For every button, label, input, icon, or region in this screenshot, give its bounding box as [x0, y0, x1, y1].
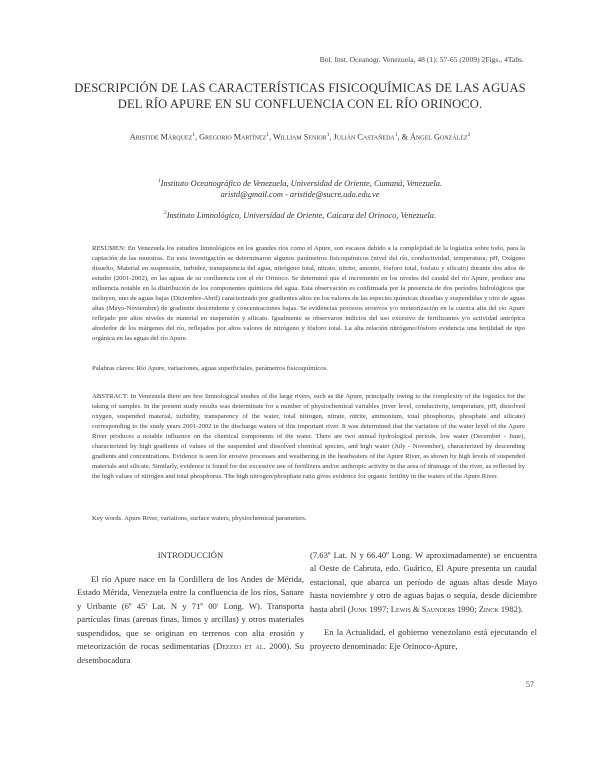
author-sup: 1 — [394, 132, 398, 138]
citation: Junk — [350, 603, 367, 614]
page-number: 57 — [526, 680, 534, 689]
affiliation-text: Instituto Oceanográfico de Venezuela, Universidad de Oriente, Cumaná, Venezuela. — [160, 178, 443, 188]
affiliation-text: Instituto Limnológico, Universidad de Oriente, Caicara del Orinoco, Venezuela. — [166, 210, 437, 220]
intro-text: 1982). — [498, 603, 523, 614]
journal-reference: Bol. Inst. Oceanogr. Venezuela, 48 (1): 57-65 (2009) 2Figs., 4Tabs. — [319, 55, 524, 64]
author-name: Julián Castañeda — [333, 132, 395, 142]
intro-column-left — [77, 573, 304, 667]
author-separator: , & — [397, 132, 411, 142]
author-name: Ángel González — [410, 132, 468, 142]
citation: Zinck — [478, 603, 499, 614]
author-name: Aristide Márquez — [129, 132, 193, 142]
affiliation-emails[interactable]: aristd@gmail.com - aristide@sucre.udo.edu.ve — [220, 189, 380, 199]
intro-text: El río Apure nace en la Cordillera de los Andes de Mérida, Estado Mérida, Venezuela entre la confluencia de los ríos, Sanare y Uribante (6º 45' Lat. N y 71º 00' Long. W). Transporta partículas finas (arenas finas, limos y arcillas) y otros materiales suspendidos, que se originan en terrenos con alta erosión y meteorización de rocas sedimentarias ( — [77, 574, 304, 652]
paper-title — [60, 80, 540, 112]
affiliation-1 — [40, 176, 560, 200]
affiliation-sup: 2 — [163, 210, 167, 216]
title-line-2: DEL RÍO APURE EN SU CONFLUENCIA CON EL RÍO ORINOCO. — [117, 97, 483, 111]
intro-text: 1990; — [454, 603, 479, 614]
intro-column-right — [310, 549, 537, 653]
author-list — [40, 132, 560, 142]
author-sup: 1 — [326, 132, 330, 138]
intro-paragraph: En la Actualidad, el gobierno venezolano está ejecutando el proyecto denominado: Eje Orinoco-Apure, — [310, 627, 537, 651]
keywords: Key words. Apure River, variations, surface waters, physiochemical parameters. — [92, 515, 307, 522]
author-separator: , — [269, 132, 274, 142]
section-heading-introduccion: INTRODUCCIÓN — [157, 550, 224, 560]
author-sup: 1 — [266, 132, 270, 138]
citation: Lewis & Saunders — [390, 603, 455, 614]
citation: Dezzeo et al. — [216, 641, 266, 652]
abstract-paragraph: ABSTRACT: In Venezuela there are few limnological studies of the large rivers, such as the Apure, principally owing to the complexity of the logistics for the taking of samples. In the present study results was determinate for a number of physiochemical variables (river level, conductivity, temperature, pH, dissolved oxygen, suspended material, turbidity, transparency of the water, total nitrogen, nitrate, nitrite, ammonium, total phosphorus, phosphate and silicate) corresponding to the study years 2001-2002 in the discharge waters of this important river. It was determined that the variation of the water level of the Apure River produces a notable influence on the chemical components of the water. There are two annual hydrological periods, low water (December - June), characterized by high gradients of values of the suspended and dissolved chemical species, and high water (July - November), characterized by descending gradients and concentrations. Evidence is seen for erosive processes and weathering in the headwaters of the Apure River, as shown by high levels of suspended materials and silicate. Similarly, evidence is found for the excessive use of fertilizers and/or anthropic activity in the area of drainage of the river, as reflected by the high values of nitrogen and total phosphorus. The high nitrogen/phosphate ratio gives evidence for organic fertility in the waters of the Apure River. — [92, 393, 525, 480]
affiliation-2 — [40, 208, 560, 221]
author-name: William Senior — [273, 132, 327, 142]
author-sup: 2 — [467, 132, 471, 138]
author-sup: 1 — [192, 132, 196, 138]
intro-text: 2000). Su desembocadura — [77, 641, 304, 665]
intro-text: 1997; — [366, 603, 391, 614]
intro-text: (7.63º Lat. N y 66.40º Long. W aproximadamente) se encuentra al Oeste de Cabruta, edo. Guárico, El Apure presenta un caudal estacional, que abarca un período de aguas altas desde Mayo hasta noviembre y otro de aguas bajas o sequía, desde diciembre hasta abril ( — [310, 550, 537, 614]
author-name: Gregorio Martínez — [199, 132, 267, 142]
affiliation-sup: 1 — [157, 178, 161, 184]
author-separator: , — [329, 132, 334, 142]
title-line-1: DESCRIPCIÓN DE LAS CARACTERÍSTICAS FISICOQUÍMICAS DE LAS AGUAS — [74, 81, 526, 95]
palabras-clave: Palabras claves: Río Apure, variaciones, aguas superficiales, parámetros fisicoquímicos. — [92, 365, 328, 372]
author-separator: , — [195, 132, 200, 142]
resumen-paragraph: RESUMEN: En Venezuela los estudios limnológicos en los grandes ríos como el Apure, son escasos debido a la complejidad de la logística sobre todo, para la captación de las muestras. En esta investigación se determinaron algunos parámetros fisicoquímicos (nivel del río, conductividad, temperatura, pH, Oxígeno disuelto, Material en suspensión, turbidez, transparencia del agua, nitrógeno total, nitrato, nitrito, amonio, fósforo total, fosfato y silicato) durante dos años de estudio (2001-2002), en las aguas de su confluencia con el río Orinoco. Se determinó que el incremento en los niveles del caudal del río Apure, produce una influencia notable en la distribución de los componentes químicos del agua. Esta observación es confirmada por la presencia de dos períodos hidrológicos que incluyen, uno de aguas bajas (Diciembre-Abril) caracterizado por gradientes altos en los valores de las especies químicas disueltas y suspendidas y otro de aguas altas (Mayo-Noviembre) de gradiente descendente y concentraciones bajas. Se evidencias procesos erosivos y/o meteorización en la cuenca alta del río Apure reflejado por altos niveles de material en suspensión y silicato. Igualmente se observaron indicios del uso excesivo de fertilizantes y/o actividad antrópica alrededor de los márgenes del río, reflejados por altos valores de nitrógeno y fósforo total. La alta relación nitrógeno/fósforo evidencia una fertilidad de tipo orgánica en las aguas del río Apure. — [92, 245, 525, 342]
